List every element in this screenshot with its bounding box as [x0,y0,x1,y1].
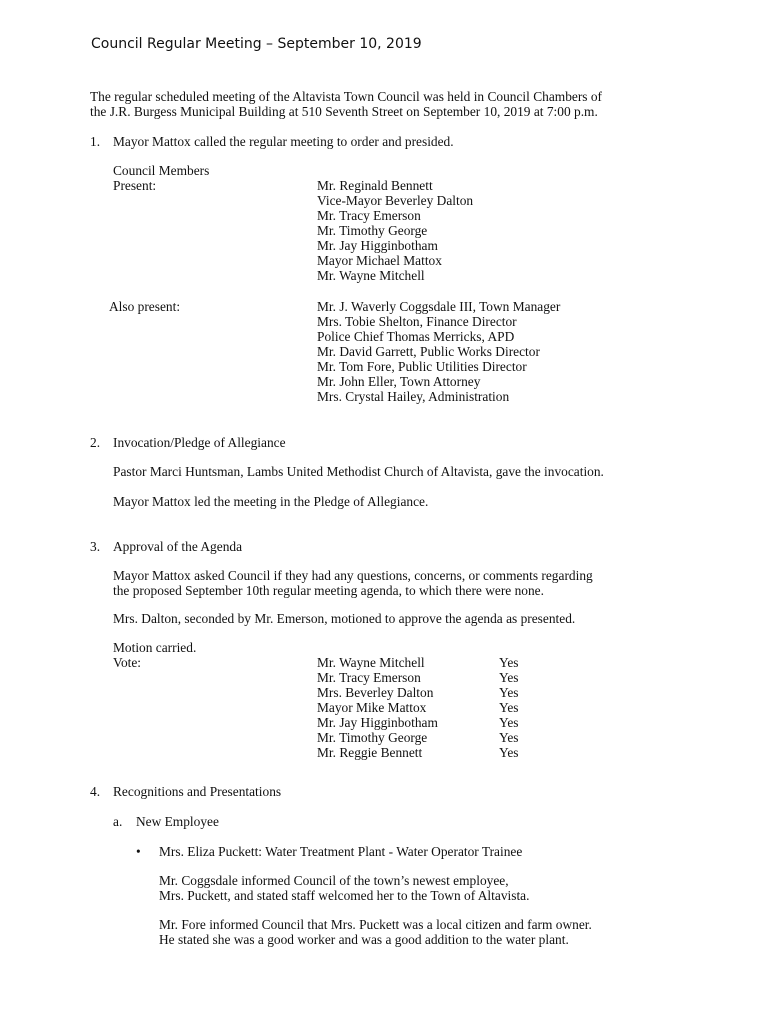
list-item: Mr. David Garrett, Public Works Director [317,344,540,359]
vote-names-list [317,655,438,760]
vote-value: Yes [499,715,519,730]
item-4-paragraph-2-line-1: Mr. Fore informed Council that Mrs. Puckett was a local citizen and farm owner. [159,917,592,932]
vote-label: Vote: [113,655,142,670]
item-2-paragraph-1: Pastor Marci Huntsman, Lambs United Methodist Church of Altavista, gave the invocation. [113,464,604,479]
sub-item-letter: a. [113,814,123,829]
bullet-text: Mrs. Eliza Puckett: Water Treatment Plant - Water Operator Trainee [159,844,523,859]
item-3-paragraph-2: Mrs. Dalton, seconded by Mr. Emerson, motioned to approve the agenda as presented. [113,611,576,626]
list-item: Mrs. Crystal Hailey, Administration [317,389,510,404]
also-present-list [317,299,560,404]
vote-value: Yes [499,670,519,685]
intro-line-1: The regular scheduled meeting of the Altavista Town Council was held in Council Chambers of [90,89,603,104]
motion-carried: Motion carried. [113,640,197,655]
item-4-number: 4. [90,784,101,799]
list-item: Mr. J. Waverly Coggsdale III, Town Manager [317,299,561,314]
vote-name: Mr. Timothy George [317,730,428,745]
list-item: Mr. Tom Fore, Public Utilities Director [317,359,527,374]
vote-value: Yes [499,685,519,700]
list-item: Mr. Reginald Bennett [317,178,433,193]
sub-item-title: New Employee [136,814,219,829]
list-item: Mr. Timothy George [317,223,428,238]
list-item: Mr. John Eller, Town Attorney [317,374,481,389]
item-4-paragraph-2-line-2: He stated she was a good worker and was a good addition to the water plant. [159,932,569,947]
list-item: Mayor Michael Mattox [317,253,442,268]
vote-name: Mr. Reggie Bennett [317,745,423,760]
vote-value: Yes [499,700,519,715]
vote-value: Yes [499,745,519,760]
item-2-title: Invocation/Pledge of Allegiance [113,435,286,450]
item-4-paragraph-1-line-2: Mrs. Puckett, and stated staff welcomed her to the Town of Altavista. [159,888,530,903]
item-4-title: Recognitions and Presentations [113,784,282,799]
vote-name: Mayor Mike Mattox [317,700,427,715]
intro-line-2: the J.R. Burgess Municipal Building at 510 Seventh Street on September 10, 2019 at 7:00 p.m. [90,104,598,119]
list-item: Mr. Jay Higginbotham [317,238,438,253]
item-1-number: 1. [90,134,101,149]
item-3-number: 3. [90,539,101,554]
item-2-paragraph-2: Mayor Mattox led the meeting in the Pledge of Allegiance. [113,494,429,509]
vote-values-list [499,655,518,760]
council-present-label: Present: [113,178,157,193]
item-4-paragraph-1-line-1: Mr. Coggsdale informed Council of the town’s newest employee, [159,873,509,888]
council-members-list [317,178,473,283]
list-item: Mr. Tracy Emerson [317,208,421,223]
item-3-title: Approval of the Agenda [113,539,243,554]
item-3-paragraph-1-line-2: the proposed September 10th regular meeting agenda, to which there were none. [113,583,544,598]
item-3-paragraph-1-line-1: Mayor Mattox asked Council if they had any questions, concerns, or comments regarding [113,568,593,583]
list-item: Mrs. Tobie Shelton, Finance Director [317,314,517,329]
vote-name: Mr. Tracy Emerson [317,670,421,685]
vote-name: Mr. Wayne Mitchell [317,655,425,670]
list-item: Police Chief Thomas Merricks, APD [317,329,515,344]
vote-value: Yes [499,655,519,670]
bullet-icon: • [136,844,141,859]
council-members-label: Council Members [113,163,210,178]
list-item: Vice-Mayor Beverley Dalton [317,193,474,208]
item-2-number: 2. [90,435,101,450]
vote-value: Yes [499,730,519,745]
vote-name: Mrs. Beverley Dalton [317,685,434,700]
list-item: Mr. Wayne Mitchell [317,268,425,283]
also-present-label: Also present: [109,299,181,314]
page-header: Council Regular Meeting – September 10, 2019 [91,36,422,52]
item-1-text: Mayor Mattox called the regular meeting to order and presided. [113,134,454,149]
vote-name: Mr. Jay Higginbotham [317,715,438,730]
